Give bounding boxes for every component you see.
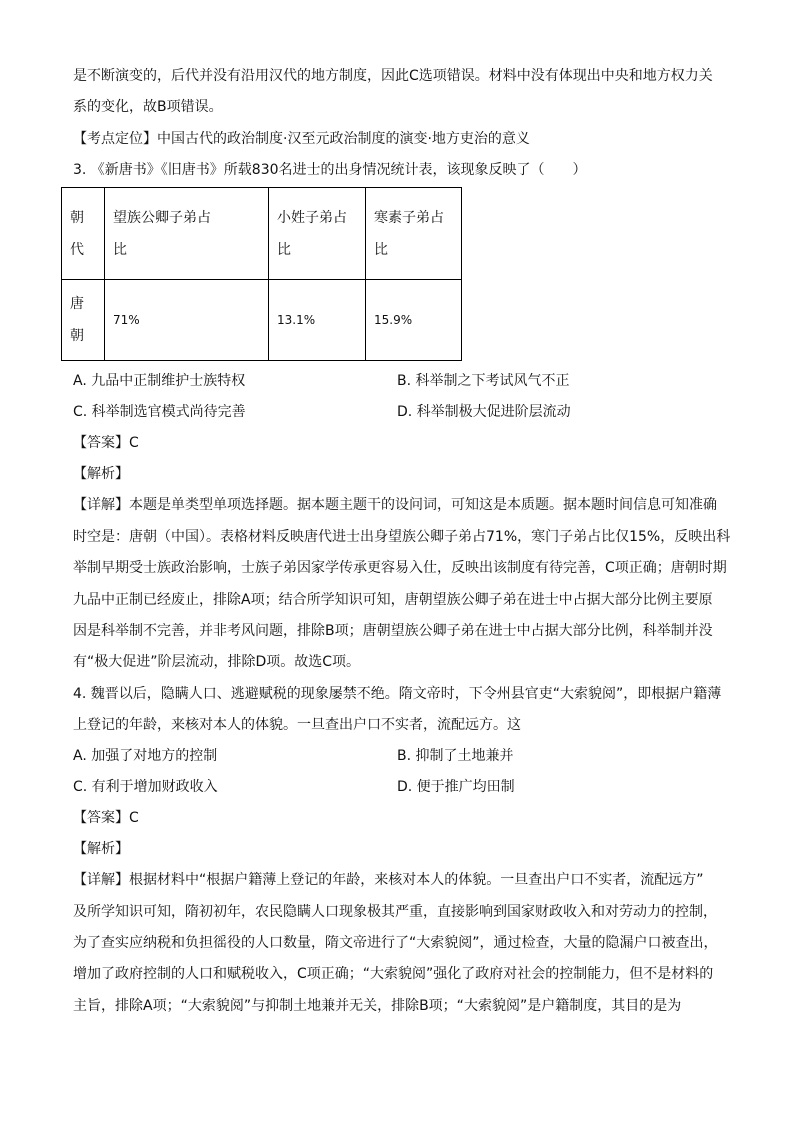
analysis-label: 【解析】: [73, 841, 129, 857]
option-a: A. 加强了对地方的控制: [73, 748, 218, 764]
table-header-cell: [269, 188, 366, 280]
analysis-label: 【解析】: [73, 466, 129, 482]
table-cell: [62, 280, 105, 361]
answer-label: 【答案】: [73, 810, 129, 826]
detail-line: 【详解】根据材料中“根据户籍薄上登记的年龄，来核对本人的体貌。一旦查出户口不实者，流配远方”: [73, 872, 704, 888]
table-header-cell: [105, 188, 269, 280]
header-text: 比: [277, 241, 291, 258]
option-d: D. 便于推广均田制: [397, 779, 515, 795]
header-text: 代: [70, 241, 84, 258]
detail-line: 时空是：唐朝（中国）。表格材料反映唐代进士出身望族公卿子弟占71%，寒门子弟占比仅15%，反映出科: [73, 529, 731, 545]
header-text: 小姓子弟占: [277, 209, 347, 226]
header-text: 寒素子弟占: [374, 209, 444, 226]
detail-line: 主旨，排除A项；“大索貌阅”与抑制土地兼并无关，排除B项；“大索貌阅”是户籍制度，其目的是为: [73, 998, 682, 1014]
option-c: C. 科举制选官模式尚待完善: [73, 404, 246, 420]
stats-table: [61, 187, 462, 361]
table-header-row: [62, 188, 462, 280]
answer-value: C: [129, 810, 139, 826]
header-text: 比: [374, 241, 388, 258]
table-cell: 13.1%: [269, 280, 366, 361]
question-4-stem: 4. 魏晋以后，隐瞒人口、逃避赋税的现象屡禁不绝。隋文帝时，下令州县官吏“大索貌阅”，即根据户籍薄: [73, 686, 722, 702]
detail-line: 【详解】本题是单类型单项选择题。据本题主题干的设问词，可知这是本质题。据本题时间信息可知准确: [73, 497, 717, 513]
option-b: B. 科举制之下考试风气不正: [397, 373, 570, 389]
detail-line: 因是科举制不完善，并非考风问题，排除B项；唐朝望族公卿子弟在进士中占据大部分比例，科举制并没: [73, 623, 713, 639]
answer-line: [73, 433, 723, 453]
exam-point-line: 【考点定位】中国古代的政治制度·汉至元政治制度的演变·地方吏治的意义: [73, 131, 530, 147]
detail-line: 九品中正制已经废止，排除A项；结合所学知识可知，唐朝望族公卿子弟在进士中占据大部分比例主要原: [73, 592, 713, 608]
text-line: 系的变化，故B项错误。: [73, 99, 223, 115]
table-header-cell: [366, 188, 462, 280]
table-cell: 15.9%: [366, 280, 462, 361]
table-header-cell: [62, 188, 105, 280]
option-c: C. 有利于增加财政收入: [73, 779, 218, 795]
option-d: D. 科举制极大促进阶层流动: [397, 404, 571, 420]
table-row: [62, 280, 462, 361]
row-label-text: 朝: [70, 328, 84, 344]
detail-line: 及所学知识可知，隋初初年，农民隐瞒人口现象极其严重，直接影响到国家财政收入和对劳动力的控制，: [73, 904, 717, 920]
option-b: B. 抑制了土地兼并: [397, 748, 514, 764]
option-a: A. 九品中正制维护士族特权: [73, 373, 246, 389]
answer-label: 【答案】: [73, 435, 129, 451]
header-text: 朝: [70, 209, 84, 226]
question-3-stem: 3. 《新唐书》《旧唐书》所载830名进士的出身情况统计表，该现象反映了（ ）: [73, 162, 587, 178]
table-cell: 71%: [105, 280, 269, 361]
row-label-text: 唐: [70, 296, 84, 312]
text-line: 是不断演变的，后代并没有沿用汉代的地方制度，因此C选项错误。材料中没有体现出中央和地方权力关: [73, 68, 713, 84]
detail-line: 有“极大促进”阶层流动，排除D项。故选C项。: [73, 654, 361, 670]
answer-value: C: [129, 435, 139, 451]
detail-line: 增加了政府控制的人口和赋税收入，C项正确；“大索貌阅”强化了政府对社会的控制能力，但不是材料的: [73, 966, 714, 982]
header-text: 望族公卿子弟占: [113, 209, 211, 226]
answer-line: [73, 808, 723, 828]
detail-line: 为了查实应纳税和负担徭役的人口数量，隋文帝进行了“大索貌阅”，通过检查，大量的隐漏户口被查出，: [73, 935, 718, 951]
header-text: 比: [113, 241, 127, 258]
question-4-stem: 上登记的年龄，来核对本人的体貌。一旦查出户口不实者，流配远方。这: [73, 717, 521, 733]
detail-line: 举制早期受士族政治影响，士族子弟因家学传承更容易入仕，反映出该制度有待完善，C项正确；唐朝时期: [73, 560, 727, 576]
